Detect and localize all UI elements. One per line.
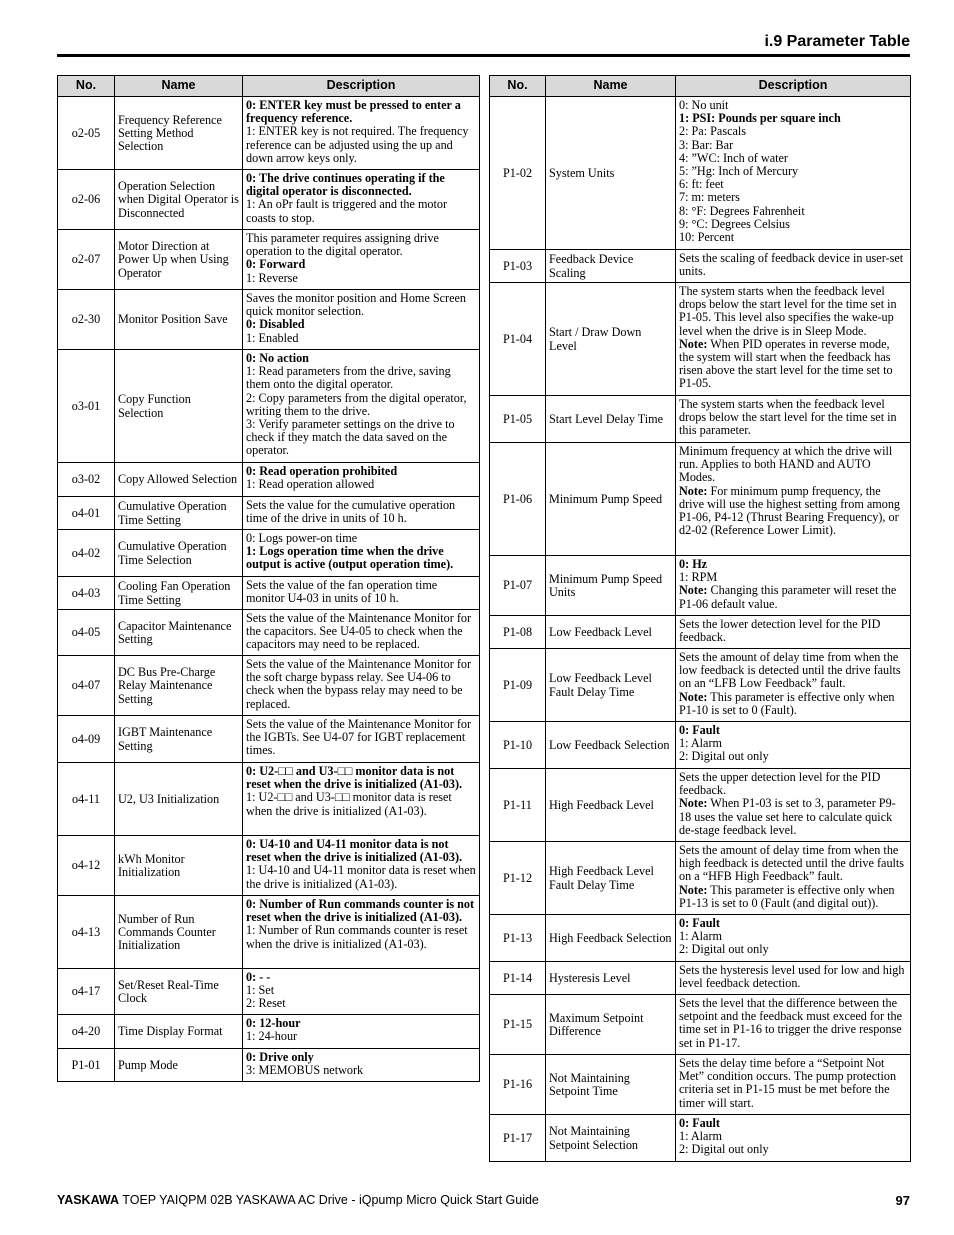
parameter-description — [676, 250, 911, 283]
description-text: 1: Alarm — [679, 736, 722, 751]
parameter-name: Frequency Reference Setting Method Selection — [115, 97, 243, 170]
parameter-description — [676, 556, 911, 616]
description-text: 0: ENTER key must be pressed to enter a frequency reference. — [246, 98, 461, 126]
parameter-number: P1-03 — [490, 250, 546, 283]
description-line — [246, 365, 476, 391]
description-line — [679, 884, 907, 910]
note-text: When PID operates in reverse mode, the system will start when the feedback has risen above the start level for the time set to P1-05. — [679, 336, 893, 391]
parameter-number: P1-12 — [490, 842, 546, 915]
table-row — [490, 995, 911, 1055]
description-line — [246, 997, 476, 1010]
description-text: 1: Enabled — [246, 330, 299, 345]
description-line — [679, 750, 907, 763]
description-text: 1: Read parameters from the drive, saving them onto the digital operator. — [246, 364, 451, 392]
parameter-description — [676, 842, 911, 915]
description-line — [246, 898, 476, 924]
parameter-number: o3-01 — [58, 350, 115, 463]
description-line — [679, 844, 907, 884]
parameter-name: Cumulative Operation Time Selection — [115, 530, 243, 577]
parameter-description — [676, 97, 911, 250]
parameter-description — [243, 530, 480, 577]
parameter-name: IGBT Maintenance Setting — [115, 716, 243, 763]
description-text: 0: Logs power-on time — [246, 531, 358, 545]
parameter-description — [676, 649, 911, 722]
table-row — [58, 1049, 480, 1082]
parameter-name: Cooling Fan Operation Time Setting — [115, 577, 243, 610]
parameter-number: P1-02 — [490, 97, 546, 250]
parameter-description — [243, 1015, 480, 1049]
parameter-table-right — [489, 75, 911, 1162]
parameter-description — [676, 915, 911, 962]
parameter-description — [676, 443, 911, 556]
table-row — [490, 616, 911, 649]
description-text: 2: Digital out only — [679, 942, 769, 957]
parameter-description — [676, 995, 911, 1055]
parameter-name: Capacitor Maintenance Setting — [115, 610, 243, 656]
parameter-description — [676, 962, 911, 995]
description-text: 0: Read operation prohibited — [246, 464, 398, 478]
description-line — [246, 838, 476, 864]
table-row — [490, 722, 911, 769]
description-text: 2: Pa: Pascals — [679, 124, 747, 139]
parameter-name: Monitor Position Save — [115, 290, 243, 350]
description-text: 0: Fault — [679, 916, 720, 930]
parameter-number: P1-07 — [490, 556, 546, 616]
parameter-name: Minimum Pump Speed — [546, 443, 676, 556]
description-line — [246, 99, 476, 125]
description-text: 1: 24-hour — [246, 1029, 298, 1044]
parameter-description — [243, 497, 480, 530]
column-header-no: No. — [490, 76, 546, 97]
parameter-description — [243, 97, 480, 170]
table-row — [490, 915, 911, 962]
table-header-row — [490, 76, 911, 97]
parameter-name: Minimum Pump Speed Units — [546, 556, 676, 616]
description-text: 0: The drive continues operating if the digital operator is disconnected. — [246, 171, 445, 199]
parameter-description — [676, 283, 911, 396]
parameter-description — [243, 577, 480, 610]
description-line — [679, 1057, 907, 1110]
parameter-number: P1-10 — [490, 722, 546, 769]
table-row — [58, 716, 480, 763]
description-text: Sets the value for the cumulative operation time of the drive in units of 10 h. — [246, 498, 456, 526]
parameter-name: Not Maintaining Setpoint Time — [546, 1055, 676, 1115]
table-row — [58, 610, 480, 656]
table-row — [58, 350, 480, 463]
description-text: Sets the value of the fan operation time monitor U4-03 in units of 10 h. — [246, 578, 438, 606]
description-text: 0: - - — [246, 970, 271, 984]
table-row — [58, 896, 480, 969]
description-line — [246, 418, 476, 458]
description-text: This parameter requires assigning drive operation to the digital operator. — [246, 231, 439, 259]
description-text: Sets the value of the Maintenance Monitor for the IGBTs. See U4-07 for IGBT replacement times. — [246, 717, 472, 758]
description-text: 7: m: meters — [679, 190, 740, 205]
column-header-no: No. — [58, 76, 115, 97]
parameter-number: o4-07 — [58, 656, 115, 716]
parameter-number: P1-01 — [58, 1049, 115, 1082]
note-label: Note: — [679, 336, 708, 351]
parameter-name: Operation Selection when Digital Operator is Disconnected — [115, 170, 243, 230]
description-text: 0: Hz — [679, 557, 708, 571]
note-text: For minimum pump frequency, the drive will use the highest setting from among P1-06, P4-12 (Thrust Bearing Frequency), or d2-02 (Reference Lower Limit). — [679, 483, 901, 538]
column-header-description: Description — [676, 76, 911, 97]
description-line — [246, 924, 476, 950]
parameter-description — [243, 230, 480, 290]
description-text: 1: U2-□□ and U3-□□ monitor data is reset when the drive is initialized (A1-03). — [246, 790, 452, 818]
table-row — [490, 842, 911, 915]
description-text: 0: No unit — [679, 98, 729, 112]
description-line — [679, 943, 907, 956]
note-label: Note: — [679, 583, 708, 598]
parameter-name: Maximum Setpoint Difference — [546, 995, 676, 1055]
parameter-number: P1-15 — [490, 995, 546, 1055]
parameter-number: o3-02 — [58, 463, 115, 497]
description-line — [246, 292, 476, 318]
description-text: 0: Drive only — [246, 1050, 314, 1064]
description-line — [246, 718, 476, 758]
parameter-number: P1-13 — [490, 915, 546, 962]
description-text: 1: U4-10 and U4-11 monitor data is reset when the drive is initialized (A1-03). — [246, 863, 476, 891]
parameter-description — [243, 716, 480, 763]
description-line — [246, 332, 476, 345]
parameter-description — [243, 463, 480, 497]
description-line — [246, 478, 476, 491]
description-text: 0: Forward — [246, 257, 306, 272]
parameter-name: Start Level Delay Time — [546, 396, 676, 443]
table-row — [490, 250, 911, 283]
description-text: 0: U2-□□ and U3-□□ monitor data is not reset when the drive is initialized (A1-03). — [246, 764, 463, 792]
description-text: 1: PSI: Pounds per square inch — [679, 111, 841, 126]
description-text: 2: Digital out only — [679, 749, 769, 764]
parameter-description — [676, 616, 911, 649]
parameter-number: o4-09 — [58, 716, 115, 763]
description-line — [679, 398, 907, 438]
description-text: Saves the monitor position and Home Screen quick monitor selection. — [246, 291, 467, 319]
description-line — [246, 612, 476, 652]
description-line — [679, 338, 907, 391]
description-text: Sets the level that the difference between the setpoint and the feedback must exceed for the time set in P1-16 to trigger the drive response set in P1-17. — [679, 996, 903, 1050]
parameter-name: Time Display Format — [115, 1015, 243, 1049]
note-text: This parameter is effective only when P1-10 is set to 0 (Fault). — [679, 689, 895, 717]
description-line — [679, 445, 907, 485]
parameter-number: o4-12 — [58, 836, 115, 896]
description-text: Minimum frequency at which the drive will run. Applies to both HAND and AUTO Modes. — [679, 444, 893, 485]
note-label: Note: — [679, 483, 708, 498]
table-body-left — [58, 97, 480, 1082]
description-text: Sets the value of the Maintenance Monitor for the soft charge bypass relay. See U4-06 to check when the bypass relay may need to be replaced. — [246, 657, 472, 711]
column-header-name: Name — [546, 76, 676, 97]
description-line — [246, 198, 476, 224]
note-text: This parameter is effective only when P1-13 is set to 0 (Fault (and digital out)). — [679, 882, 895, 910]
description-text: Sets the lower detection level for the PID feedback. — [679, 617, 881, 645]
description-text: 1: Set — [246, 983, 275, 998]
note-label: Note: — [679, 882, 708, 897]
parameter-description — [243, 656, 480, 716]
parameter-name: Low Feedback Selection — [546, 722, 676, 769]
table-row — [58, 763, 480, 836]
footer — [57, 1193, 539, 1207]
parameter-description — [243, 610, 480, 656]
parameter-name: kWh Monitor Initialization — [115, 836, 243, 896]
parameter-description — [243, 969, 480, 1015]
description-line — [246, 172, 476, 198]
table-row — [58, 463, 480, 497]
parameter-description — [243, 836, 480, 896]
parameter-number: o4-02 — [58, 530, 115, 577]
parameter-name: DC Bus Pre-Charge Relay Maintenance Setting — [115, 656, 243, 716]
table-row — [58, 230, 480, 290]
parameter-number: P1-11 — [490, 769, 546, 842]
table-row — [58, 290, 480, 350]
description-text: 1: Alarm — [679, 1129, 722, 1144]
table-row — [58, 969, 480, 1015]
table-row — [58, 530, 480, 577]
description-text: 3: Verify parameter settings on the drive to check if they match the data saved on the operator. — [246, 417, 455, 458]
description-text: 0: Fault — [679, 1116, 720, 1130]
table-row — [490, 97, 911, 250]
description-line — [246, 791, 476, 817]
table-row — [58, 836, 480, 896]
description-text: 6: ft: feet — [679, 177, 724, 192]
description-text: Sets the hysteresis level used for low and high level feedback detection. — [679, 963, 905, 991]
description-line — [679, 231, 907, 244]
description-line — [246, 499, 476, 525]
parameter-description — [243, 290, 480, 350]
page-title: i.9 Parameter Table — [764, 33, 910, 50]
parameter-number: o4-13 — [58, 896, 115, 969]
table-row — [58, 656, 480, 716]
description-text: 1: Read operation allowed — [246, 477, 375, 492]
description-text: Sets the delay time before a “Setpoint Not Met” condition occurs. The pump protection criteria set in P1-15 must be met before the timer will start. — [679, 1056, 897, 1110]
description-line — [246, 1064, 476, 1077]
description-text: 0: No action — [246, 351, 309, 365]
parameter-description — [243, 350, 480, 463]
table-row — [490, 962, 911, 995]
parameter-description — [676, 1115, 911, 1162]
parameter-name: Number of Run Commands Counter Initialization — [115, 896, 243, 969]
table-row — [58, 577, 480, 610]
description-line — [246, 765, 476, 791]
parameter-number: o2-05 — [58, 97, 115, 170]
parameter-number: P1-16 — [490, 1055, 546, 1115]
description-line — [246, 272, 476, 285]
parameter-name: Pump Mode — [115, 1049, 243, 1082]
parameter-name: Hysteresis Level — [546, 962, 676, 995]
column-header-description: Description — [243, 76, 480, 97]
parameter-description — [676, 396, 911, 443]
parameter-number: o4-05 — [58, 610, 115, 656]
note-label: Note: — [679, 689, 708, 704]
parameter-number: P1-09 — [490, 649, 546, 722]
parameter-number: o4-03 — [58, 577, 115, 610]
parameter-name: Start / Draw Down Level — [546, 283, 676, 396]
page-number: 97 — [895, 1193, 910, 1208]
description-line — [679, 691, 907, 717]
parameter-name: Feedback Device Scaling — [546, 250, 676, 283]
table-row — [58, 170, 480, 230]
table-row — [490, 396, 911, 443]
parameter-number: P1-17 — [490, 1115, 546, 1162]
description-line — [246, 579, 476, 605]
description-text: Sets the upper detection level for the PID feedback. — [679, 770, 881, 798]
table-body-right — [490, 97, 911, 1162]
description-text: 1: Logs operation time when the drive output is active (output operation time). — [246, 544, 454, 572]
table-row — [58, 97, 480, 170]
parameter-name: Low Feedback Level — [546, 616, 676, 649]
parameter-description — [676, 769, 911, 842]
description-line — [679, 618, 907, 644]
table-row — [58, 497, 480, 530]
description-text: 5: ”Hg: Inch of Mercury — [679, 164, 799, 179]
note-label: Note: — [679, 796, 708, 811]
description-text: 8: °F: Degrees Fahrenheit — [679, 203, 805, 218]
description-text: 0: Number of Run commands counter is not reset when the drive is initialized (A1-03). — [246, 897, 475, 925]
description-text: 1: ENTER key is not required. The frequency reference can be adjusted using the up and down arrow keys only. — [246, 124, 469, 165]
description-text: 2: Reset — [246, 996, 286, 1011]
parameter-description — [676, 722, 911, 769]
parameter-description — [243, 170, 480, 230]
description-line — [679, 771, 907, 797]
note-text: When P1-03 is set to 3, parameter P9-18 uses the value set here to calculate quick de-stage feedback level. — [679, 796, 896, 837]
parameter-name: High Feedback Level Fault Delay Time — [546, 842, 676, 915]
description-line — [679, 252, 907, 278]
description-line — [679, 1143, 907, 1156]
parameter-number: o4-17 — [58, 969, 115, 1015]
description-text: 1: Alarm — [679, 929, 722, 944]
parameter-number: o2-30 — [58, 290, 115, 350]
parameter-name: Set/Reset Real-Time Clock — [115, 969, 243, 1015]
parameter-name: Not Maintaining Setpoint Selection — [546, 1115, 676, 1162]
header-rule — [57, 54, 910, 57]
table-header-row — [58, 76, 480, 97]
table-row — [490, 443, 911, 556]
description-text: The system starts when the feedback level drops below the start level for the time set in P1-05. This level also specifies the wake-up level when the drive is in Sleep Mode. — [679, 284, 897, 338]
footer-brand: YASKAWA — [57, 1193, 120, 1207]
parameter-name: U2, U3 Initialization — [115, 763, 243, 836]
note-text: Changing this parameter will reset the P1-06 default value. — [679, 583, 897, 611]
parameter-table-left — [57, 75, 480, 1082]
parameter-description — [243, 763, 480, 836]
description-text: 2: Copy parameters from the digital operator, writing them to the drive. — [246, 390, 467, 418]
table-row — [58, 1015, 480, 1049]
footer-text: TOEP YAIQPM 02B YASKAWA AC Drive - iQpump Micro Quick Start Guide — [119, 1193, 539, 1207]
description-text: 1: An oPr fault is triggered and the motor coasts to stop. — [246, 197, 448, 225]
parameter-name: System Units — [546, 97, 676, 250]
description-text: Sets the amount of delay time from when the low feedback is detected until the drive faults on an “LFB Low Feedback” fault. — [679, 650, 901, 691]
description-text: 9: °C: Degrees Celsius — [679, 216, 790, 231]
description-text: The system starts when the feedback level drops below the start level for the time set in this parameter. — [679, 397, 897, 438]
description-line — [246, 232, 476, 258]
table-row — [490, 649, 911, 722]
parameter-description — [243, 896, 480, 969]
description-text: Sets the scaling of feedback device in user-set units. — [679, 251, 904, 279]
description-text: 3: Bar: Bar — [679, 137, 734, 152]
description-text: 0: Disabled — [246, 317, 305, 332]
description-text: 2: Digital out only — [679, 1142, 769, 1157]
description-text: Sets the amount of delay time from when the high feedback is detected until the drive faults on a “HFB High Feedback” fault. — [679, 843, 905, 884]
description-line — [246, 864, 476, 890]
table-row — [490, 283, 911, 396]
parameter-number: P1-06 — [490, 443, 546, 556]
parameter-number: P1-14 — [490, 962, 546, 995]
description-line — [679, 997, 907, 1050]
parameter-name: Low Feedback Level Fault Delay Time — [546, 649, 676, 722]
description-text: 1: Reverse — [246, 270, 298, 285]
parameter-number: P1-08 — [490, 616, 546, 649]
description-line — [679, 964, 907, 990]
description-text: 0: 12-hour — [246, 1016, 301, 1030]
description-line — [679, 651, 907, 691]
description-line — [679, 285, 907, 338]
parameter-number: P1-04 — [490, 283, 546, 396]
description-line — [679, 584, 907, 610]
description-text: 0: Fault — [679, 723, 720, 737]
parameter-number: P1-05 — [490, 396, 546, 443]
description-line — [246, 658, 476, 711]
description-line — [246, 392, 476, 418]
table-row — [490, 1055, 911, 1115]
parameter-name: Cumulative Operation Time Setting — [115, 497, 243, 530]
description-text: 10: Percent — [679, 230, 735, 245]
description-line — [679, 797, 907, 837]
parameter-number: o4-01 — [58, 497, 115, 530]
description-line — [246, 125, 476, 165]
description-text: 0: U4-10 and U4-11 monitor data is not reset when the drive is initialized (A1-03). — [246, 837, 463, 865]
parameter-name: High Feedback Level — [546, 769, 676, 842]
parameter-description — [243, 1049, 480, 1082]
table-row — [490, 1115, 911, 1162]
parameter-name: Copy Allowed Selection — [115, 463, 243, 497]
table-row — [490, 769, 911, 842]
parameter-number: o2-07 — [58, 230, 115, 290]
column-header-name: Name — [115, 76, 243, 97]
description-text: 1: Number of Run commands counter is reset when the drive is initialized (A1-03). — [246, 923, 468, 951]
description-text: 4: ”WC: Inch of water — [679, 150, 788, 165]
parameter-name: High Feedback Selection — [546, 915, 676, 962]
parameter-number: o4-11 — [58, 763, 115, 836]
description-line — [679, 485, 907, 538]
parameter-name: Copy Function Selection — [115, 350, 243, 463]
description-line — [246, 1030, 476, 1043]
table-row — [490, 556, 911, 616]
parameter-name: Motor Direction at Power Up when Using Operator — [115, 230, 243, 290]
parameter-number: o2-06 — [58, 170, 115, 230]
description-text: 1: RPM — [679, 570, 718, 585]
description-text: 3: MEMOBUS network — [246, 1063, 364, 1078]
parameter-description — [676, 1055, 911, 1115]
description-text: Sets the value of the Maintenance Monitor for the capacitors. See U4-05 to check when the capacitors may need to be replaced. — [246, 611, 472, 652]
description-line — [246, 545, 476, 571]
parameter-number: o4-20 — [58, 1015, 115, 1049]
description-line — [246, 971, 476, 984]
